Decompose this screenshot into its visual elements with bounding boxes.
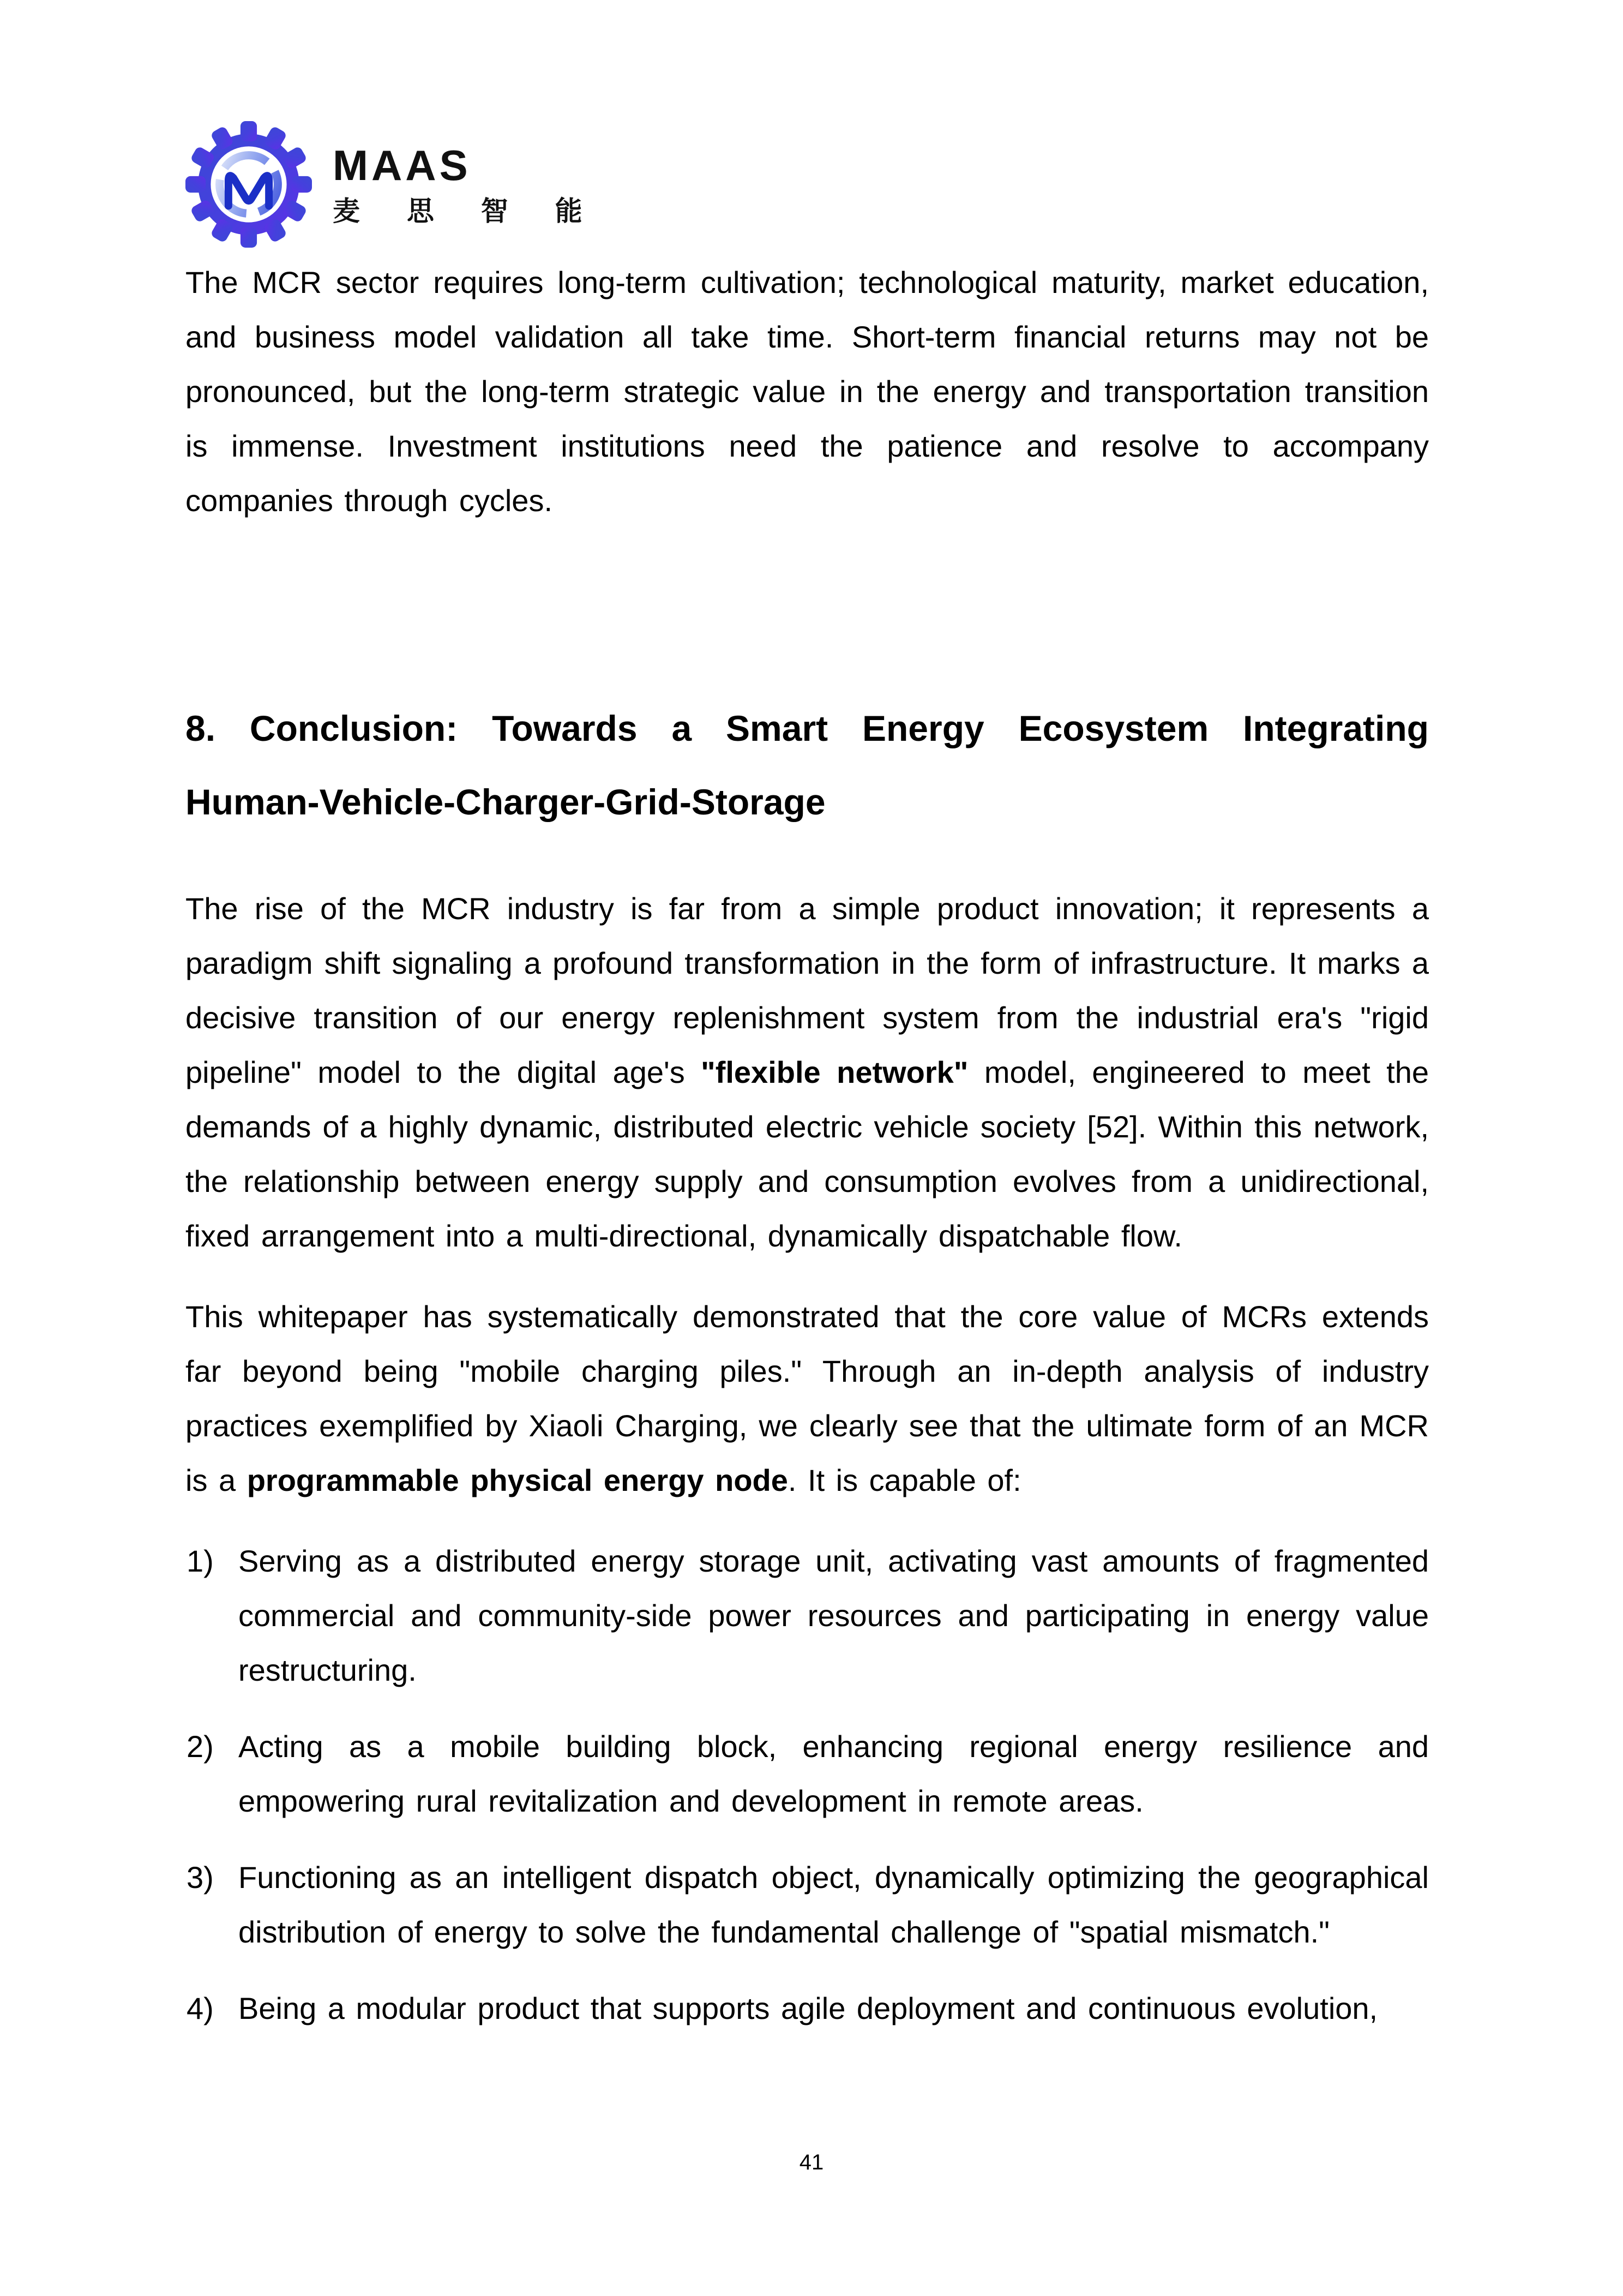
list-item-text: Being a modular product that supports agile deployment and continuous evolution, xyxy=(238,1991,1378,2025)
brand-name: MAAS xyxy=(333,141,471,189)
conclusion-paragraph-1 xyxy=(185,882,1429,1263)
text-run-bold-flexible-network: "flexible network" xyxy=(701,1055,969,1089)
list-item xyxy=(185,1719,1429,1829)
text-run: . It is capable of: xyxy=(788,1463,1021,1497)
maas-gear-logo-icon xyxy=(185,121,312,248)
list-item-number: 1) xyxy=(187,1544,214,1578)
text-run: This whitepaper has systematically demonstrated that the core value of MCRs extends far beyond being "mobile charging piles." Through an in-depth analysis of industry practices exemplified by Xiaoli Charging, we clearly see that the ultimate form of an MCR is a xyxy=(185,1299,1429,1497)
list-item xyxy=(185,1534,1429,1698)
capability-list xyxy=(185,1534,1429,2036)
list-item-number: 2) xyxy=(187,1729,214,1764)
list-item xyxy=(185,1850,1429,1959)
list-item-text: Functioning as an intelligent dispatch object, dynamically optimizing the geographical distribution of energy to solve the fundamental challenge of "spatial mismatch." xyxy=(238,1860,1429,1949)
list-item-number: 4) xyxy=(187,1991,214,2025)
text-run-bold-energy-node: programmable physical energy node xyxy=(247,1463,788,1497)
logo xyxy=(185,0,1429,248)
text-run: model, engineered to meet the demands of a highly dynamic, distributed electric vehicle society [52]. Within this network, the relationship between energy supply and consumption evolves from a unidirectional, fixed arrangement into a multi-directional, dynamically dispatchable flow. xyxy=(185,1055,1429,1253)
list-item xyxy=(185,1981,1429,2036)
conclusion-paragraph-2 xyxy=(185,1290,1429,1508)
list-item-text: Serving as a distributed energy storage unit, activating vast amounts of fragmented commercial and community-side power resources and participating in energy value restructuring. xyxy=(238,1544,1429,1687)
brand-name-chinese: 麦 思 智 能 xyxy=(333,196,602,226)
list-item-number: 3) xyxy=(187,1860,214,1895)
intro-paragraph: The MCR sector requires long-term cultivation; technological maturity, market education, and business model validation all take time. Short-term financial returns may not be pronounced, but the long-term strategic value in the energy and transportation transition is immense. Investment institutions need the patience and resolve to accompany companies through cycles. xyxy=(185,265,1429,518)
section-heading: 8. Conclusion: Towards a Smart Energy Ecosystem Integrating Human-Vehicle-Charger-Grid-Storage xyxy=(185,708,1429,822)
text-run: The rise of the MCR industry is far from a simple product innovation; it represents a paradigm shift signaling a profound transformation in the form of infrastructure. It marks a decisive transition of our energy replenishment system from the industrial era's "rigid pipeline" model to the digital age's xyxy=(185,891,1429,1089)
logo-text xyxy=(333,141,602,226)
list-item-text: Acting as a mobile building block, enhancing regional energy resilience and empowering rural revitalization and development in remote areas. xyxy=(238,1729,1429,1818)
page-number: 41 xyxy=(799,2150,824,2174)
